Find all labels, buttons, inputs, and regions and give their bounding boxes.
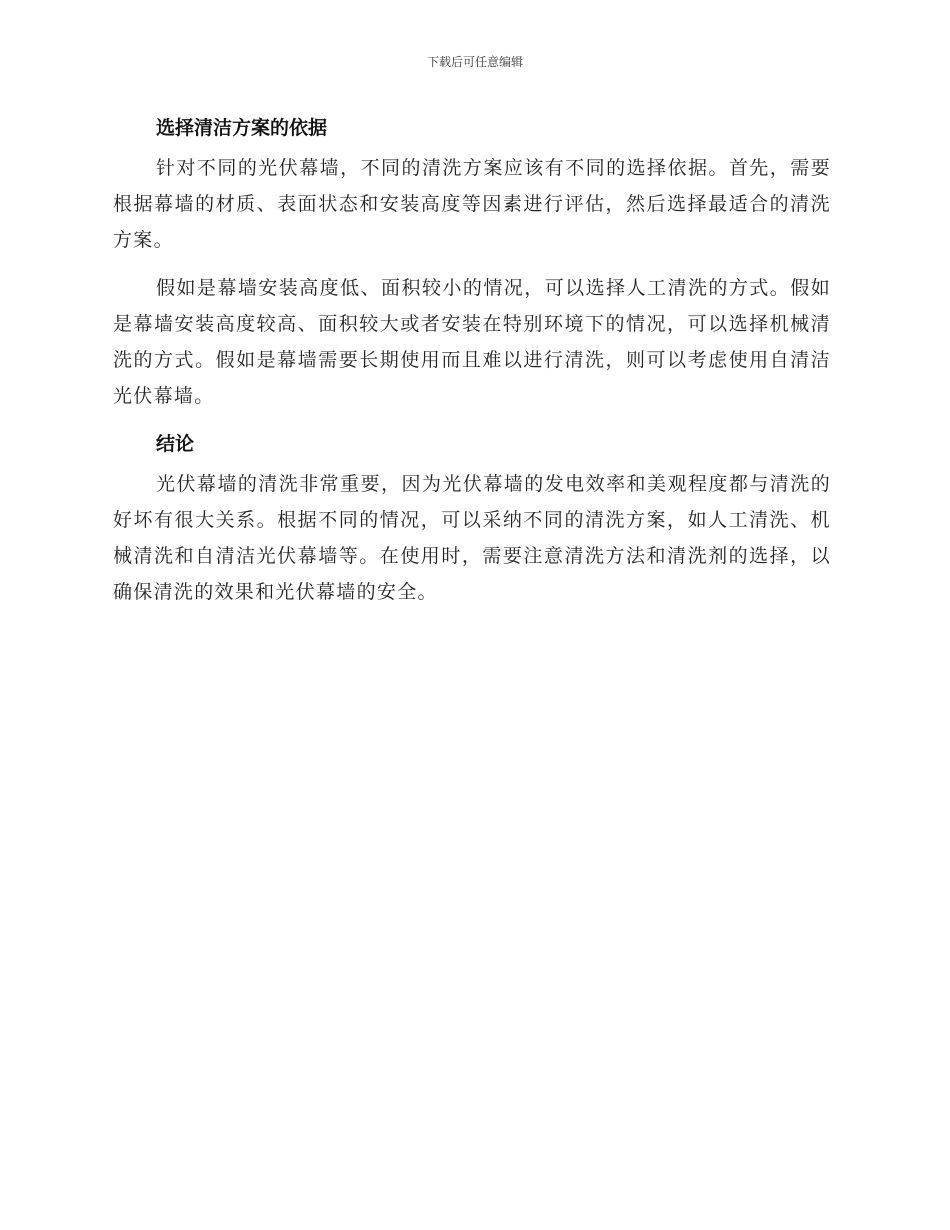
- header-note: 下载后可任意编辑: [426, 55, 523, 69]
- paragraph: 假如是幕墙安装高度低、面积较小的情况，可以选择人工清洗的方式。假如是幕墙安装高度较高、面积较大或者安装在特别环境下的情况，可以选择机械清洗的方式。假如是幕墙需要长期使用而且难以进行清洗，则可以考虑使用自清洁光伏幕墙。: [113, 277, 831, 407]
- paragraph: 光伏幕墙的清洗非常重要，因为光伏幕墙的发电效率和美观程度都与清洗的好坏有很大关系。根据不同的情况，可以采纳不同的清洗方案，如人工清洗、机械清洗和自清洁光伏幕墙等。在使用时，需要注意清洗方法和清洗剂的选择，以确保清洗的效果和光伏幕墙的安全。: [113, 473, 831, 603]
- paragraph: 针对不同的光伏幕墙，不同的清洗方案应该有不同的选择依据。首先，需要根据幕墙的材质、表面状态和安装高度等因素进行评估，然后选择最适合的清洗方案。: [113, 157, 831, 251]
- document-body: [113, 110, 831, 610]
- section-heading-cleaning-basis: 选择清洁方案的依据: [156, 117, 328, 139]
- section-heading-conclusion: 结论: [156, 433, 195, 455]
